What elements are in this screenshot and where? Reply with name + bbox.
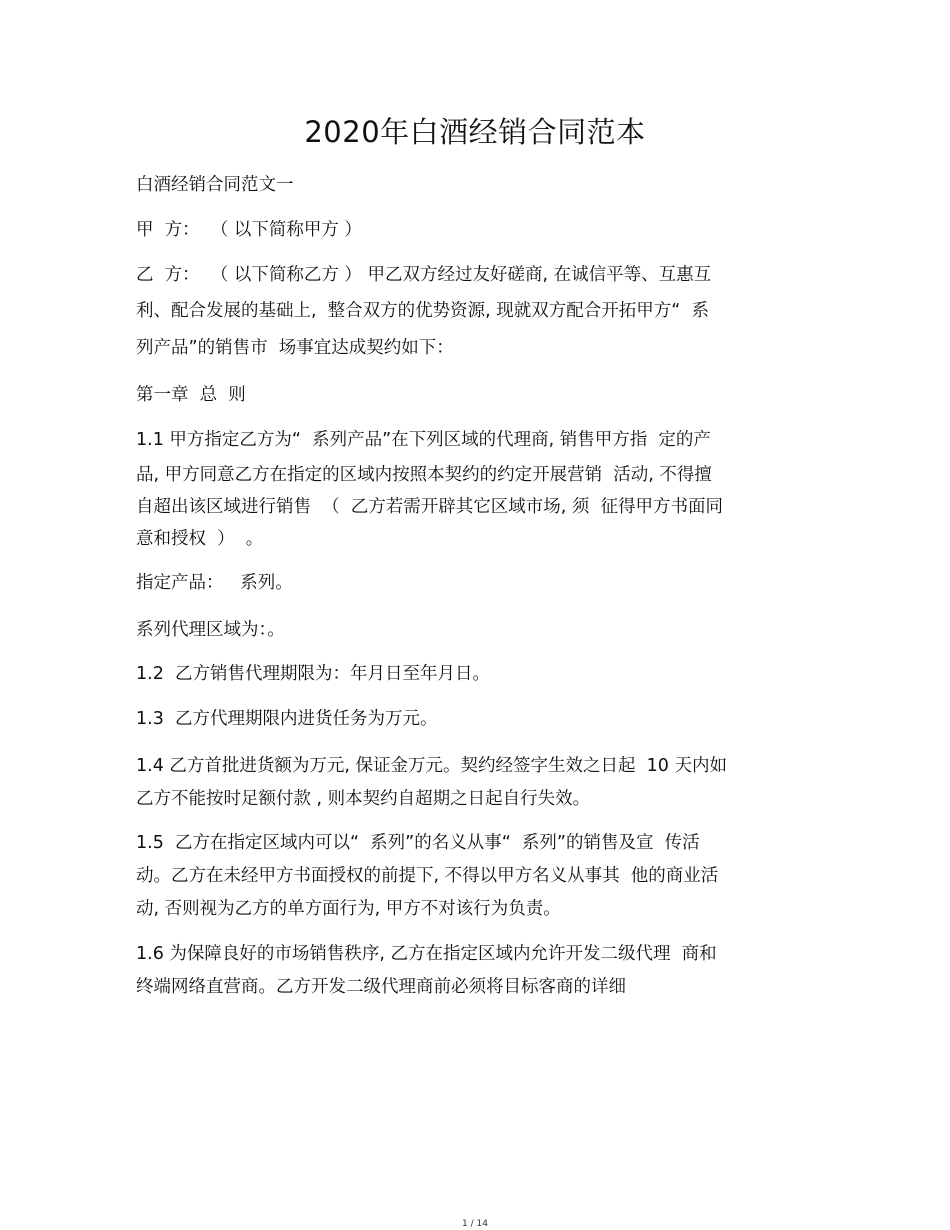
clause-1-3-line: 1.3 乙方代理期限内进货任务为万元。 <box>136 709 438 729</box>
party-b-line: 乙 方： （ 以下简称乙方 ） 甲乙双方经过友好磋商, 在诚信平等、互惠互 <box>136 265 712 285</box>
clause-1-5-line: 动, 否则视为乙方的单方面行为, 甲方不对该行为负责。 <box>136 899 561 919</box>
clause-1-5-line: 动。乙方在未经甲方书面授权的前提下, 不得以甲方名义从事其 他的商业活 <box>136 866 719 886</box>
clause-1-2-line: 1.2 乙方销售代理期限为：年月日至年月日。 <box>136 664 490 684</box>
chapter-heading: 第一章 总 则 <box>136 385 246 405</box>
party-a-line: 甲 方： （ 以下简称甲方 ） <box>136 220 362 240</box>
clause-1-1-line: 品, 甲方同意乙方在指定的区域内按照本契约的约定开展营销 活动, 不得擅 <box>136 465 712 485</box>
body-line: 列产品”的销售市 场事宜达成契约如下： <box>136 338 454 358</box>
clause-1-4-line: 乙方不能按时足额付款 , 则本契约自超期之日起自行失效。 <box>136 789 591 809</box>
subtitle-line: 白酒经销合同范文一 <box>136 175 294 195</box>
clause-1-6-line: 终端网络直营商。乙方开发二级代理商前必须将目标客商的详细 <box>136 977 626 997</box>
document-title: 2020年白酒经销合同范本 <box>304 115 646 149</box>
clause-1-1-line: 1.1 甲方指定乙方为“ 系列产品”在下列区域的代理商, 销售甲方指 定的产 <box>136 430 711 450</box>
clause-1-4-line: 1.4 乙方首批进货额为万元, 保证金万元。契约经签字生效之日起 10 天内如 <box>136 756 727 776</box>
clause-1-1-line: 自超出该区域进行销售 （ 乙方若需开辟其它区域市场, 须 征得甲方书面同 <box>136 497 723 517</box>
clause-1-5-line: 1.5 乙方在指定区域内可以“ 系列”的名义从事“ 系列”的销售及宣 传活 <box>136 833 700 853</box>
clause-1-6-line: 1.6 为保障良好的市场销售秩序, 乙方在指定区域内允许开发二级代理 商和 <box>136 944 717 964</box>
page-number: 1 / 14 <box>462 1219 488 1229</box>
agency-region-line: 系列代理区域为：。 <box>136 620 285 640</box>
designated-product-line: 指定产品： 系列。 <box>136 573 293 593</box>
body-line: 利、配合发展的基础上, 整合双方的优势资源, 现就双方配合开拓甲方“ 系 <box>136 301 710 321</box>
clause-1-1-line: 意和授权 ） 。 <box>136 529 264 549</box>
